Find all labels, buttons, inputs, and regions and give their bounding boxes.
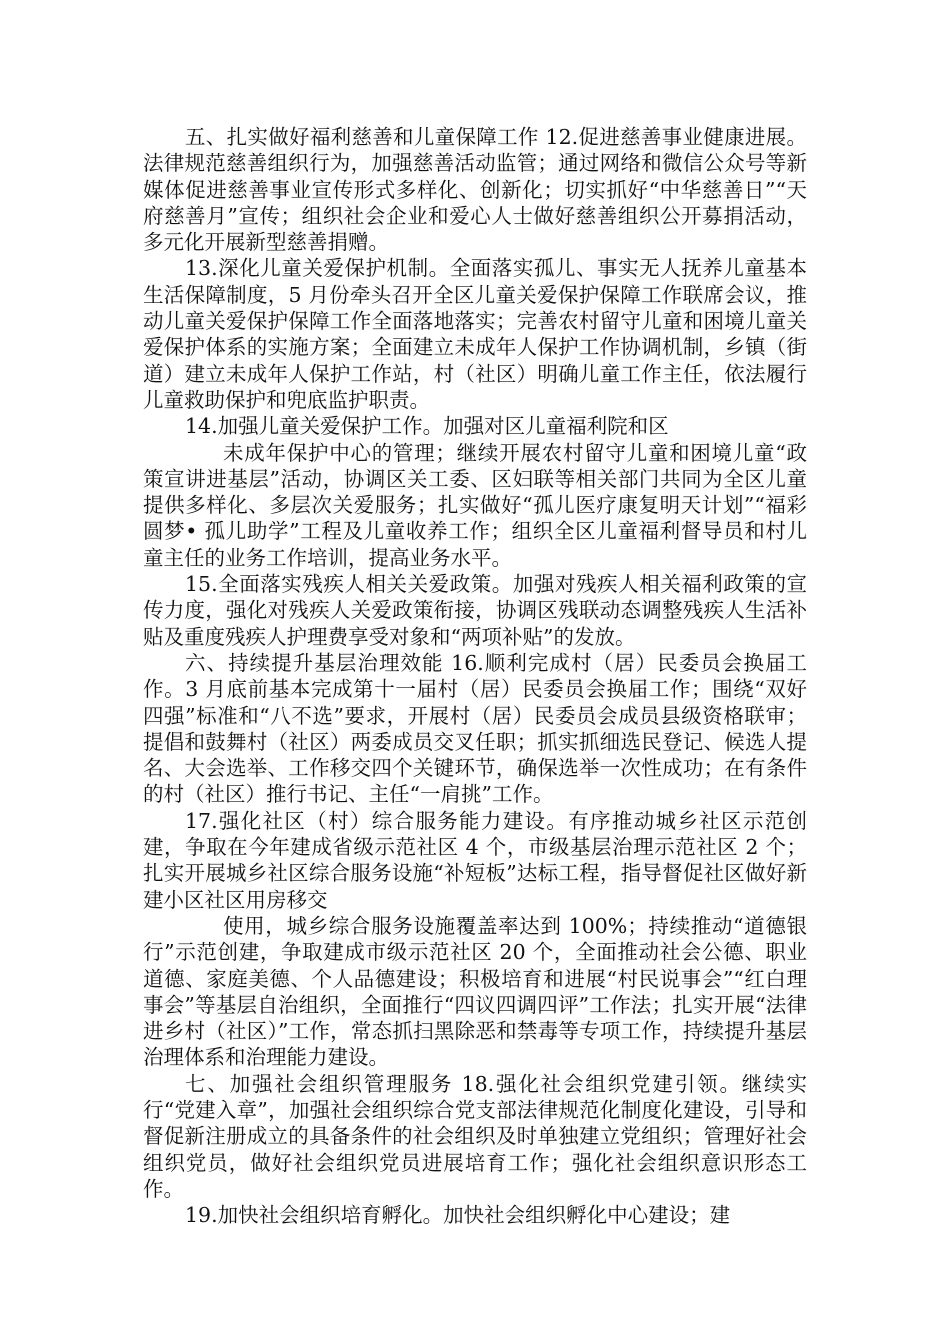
paragraph-child-care-work: 14.加强儿童关爱保护工作。加强对区儿童福利院和区 [185,414,669,439]
paragraph-child-protection-mechanism: 13.深化儿童关爱保护机制。全面落实孤儿、事实无人抚养儿童基本生活保障制度，5 月份牵头召开全区儿童关爱保护保障工作联席会议，推动儿童关爱保护保障工作全面落地落实；完善农村留守儿童和困境儿童关爱保护体系的实施方案；全面建立未成年人保护工作协调机制，乡镇（街道）建立未成年人保护工作站，村（社区）明确儿童工作主任，依法履行儿童救助保护和兜底监护职责。 [143,256,807,412]
paragraph-welfare-charity: 五、扎实做好福利慈善和儿童保障工作 12.促进慈善事业健康进展。法律规范慈善组织行为，加强慈善活动监管；通过网络和微信公众号等新媒体促进慈善事业宣传形式多样化、创新化；切实抓好“中华慈善日”“天府慈善月”宣传；组织社会企业和爱心人士做好慈善组织公开募捐活动，多元化开展新型慈善捐赠。 [143,125,807,255]
paragraph-community-services: 17.强化社区（村）综合服务能力建设。有序推动城乡社区示范创建，争取在今年建成省级示范社区 4 个，市级基层治理示范社区 2 个；扎实开展城乡社区综合服务设施“补短板”达标工程，指导督促社区做好新建小区社区用房移交 [143,808,807,912]
paragraph-disabled-policy: 15.全面落实残疾人相关关爱政策。加强对残疾人相关福利政策的宣传力度，强化对残疾人关爱政策衔接，协调区残联动态调整残疾人生活补贴及重度残疾人护理费享受对象和“两项补贴”的发放。 [143,572,807,649]
paragraph-community-services-continued: 使用，城乡综合服务设施覆盖率达到 100%；持续推动“道德银行”示范创建，争取建成市级示范社区 20 个，全面推动社会公德、职业道德、家庭美德、个人品德建设；积极培育和进展“村民说事会”“红白理事会”等基层自治组织，全面推行“四议四调四评”工作法；扎实开展“法律进乡村（社区）”工作，常态抓扫黑除恶和禁毒等专项工作，持续提升基层治理体系和治理能力建设。 [143,913,807,1070]
paragraph-social-organization-incubation: 19.加快社会组织培育孵化。加快社会组织孵化中心建设；建 [185,1203,731,1228]
document-body [143,124,807,1228]
paragraph-child-care-work-continued: 未成年保护中心的管理；继续开展农村留守儿童和困境儿童“政策宣讲进基层”活动，协调区关工委、区妇联等相关部门共同为全区儿童提供多样化、多层次关爱服务；扎实做好“孤儿医疗康复明天计划”“福彩圆梦• 孤儿助学”工程及儿童收养工作；组织全区儿童福利督导员和村儿童主任的业务工作培训，提高业务水平。 [143,440,807,570]
paragraph-social-organization-party: 七、加强社会组织管理服务 18.强化社会组织党建引领。继续实行“党建入章”，加强社会组织综合党支部法律规范化制度化建设，引导和督促新注册成立的具备条件的社会组织及时单独建立党组织；管理好社会组织党员，做好社会组织党员进展培育工作；强化社会组织意识形态工作。 [143,1071,807,1201]
paragraph-grassroots-governance: 六、持续提升基层治理效能 16.顺利完成村（居）民委员会换届工作。3 月底前基本完成第十一届村（居）民委员会换届工作；围绕“双好四强”标准和“八不选”要求，开展村（居）民委员会成员县级资格联审；提倡和鼓舞村（社区）两委成员交叉任职；抓实抓细选民登记、候选人提名、大会选举、工作移交四个关键环节，确保选举一次性成功；在有条件的村（社区）推行书记、主任“一肩挑”工作。 [143,650,807,807]
